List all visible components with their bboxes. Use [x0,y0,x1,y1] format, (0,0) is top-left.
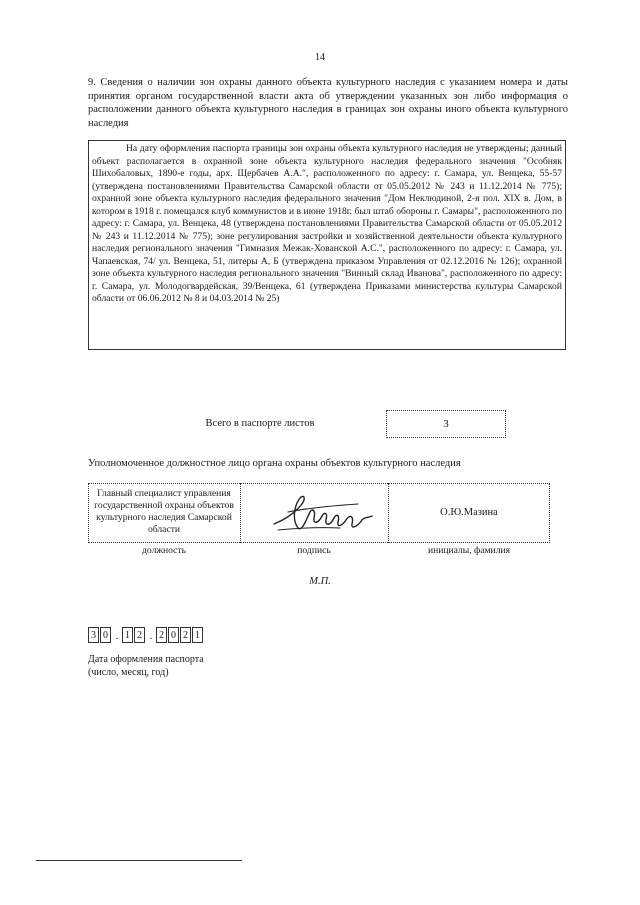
handwritten-signature [268,490,378,536]
section-9-heading: 9. Сведения о наличии зон охраны данного объекта культурного наследия с указанием номера и даты принятия органом государственной власти акта об утверждении указанных зон либо информация о расположении данного объекта культурного наследия в границах зон охраны иного объекта культурного наследия [88,77,568,129]
date-digit-day: 0 [100,627,111,643]
signatory-position: Главный специалист управления государственной охраны объектов культурного наследия Самарской области [94,488,234,535]
authorized-official-heading: Уполномоченное должностное лицо органа охраны объектов культурного наследия [88,458,461,469]
date-digit-year: 2 [180,627,191,643]
date-separator: . [115,630,119,642]
date-digit-month: 2 [134,627,145,643]
seal-mark: М.П. [309,576,331,587]
caption-signature: подпись [297,545,331,556]
issue-date-caption-line2: (число, месяц, год) [88,667,169,678]
issue-date-caption-line1: Дата оформления паспорта [88,654,204,665]
date-digit-year: 1 [192,627,203,643]
footnote-divider [36,860,242,861]
signature-table-divider [240,483,241,543]
date-digit-year: 0 [168,627,179,643]
date-digit-year: 2 [156,627,167,643]
date-digit-day: 3 [88,627,99,643]
date-digit-month: 1 [122,627,133,643]
total-sheets-value: 3 [386,410,506,438]
date-separator: . [149,630,153,642]
signatory-name: О.Ю.Мазина [440,507,498,518]
page-number: 14 [315,52,325,63]
total-sheets-label: Всего в паспорте листов [205,418,315,429]
caption-position: должность [142,545,186,556]
caption-name: инициалы, фамилия [427,545,511,556]
zone-info-box: На дату оформления паспорта границы зон охраны объекта культурного наследия не утверждены; данный объект располагается в охранной зоне объекта культурного наследия федерального значения "Особняк Шихобаловых, 1890-е годы, арх. Щербачев А.А.", расположенного по адресу: г. Самара, ул. Венцека, 55-57 (утверждена постановлениями Правительства Самарской области от 05.05.2012 № 243 и 11.12.2014 № 775); охранной зоне объекта культурного наследия федерального значения "Дом Неклюдиной, 2-я пол. XIX в. Дом, в котором в 1918 г. помещался клуб коммунистов и в июне 1918г. был штаб обороны г. Самары", расположенного по адресу: г. Самара, ул. Венцека, 48 (утверждена постановлениями Правительства Самарской области от 05.05.2012 № 243 и 11.12.2014 № 775); зоне регулирования застройки и хозяйственной деятельности объекта культурного наследия регионального значения "Гимназия Межак-Хованской А.С.", расположенного по адресу: г. Самара, ул. Чапаевская, 74/ ул. Венцека, 51, литеры А, Б (утверждена приказом Управления от 02.12.2016 № 126); охранной зоне объекта культурного наследия регионального значения "Винный склад Иванова", расположенного по адресу: г. Самара, ул. Молодогвардейская, 39/Венцека, 61 (утверждена Приказами министерства культуры Самарской области от 06.06.2012 № 8 и 04.03.2014 № 25) [88,140,566,350]
issue-date [88,625,204,643]
issue-date-caption [88,653,204,679]
